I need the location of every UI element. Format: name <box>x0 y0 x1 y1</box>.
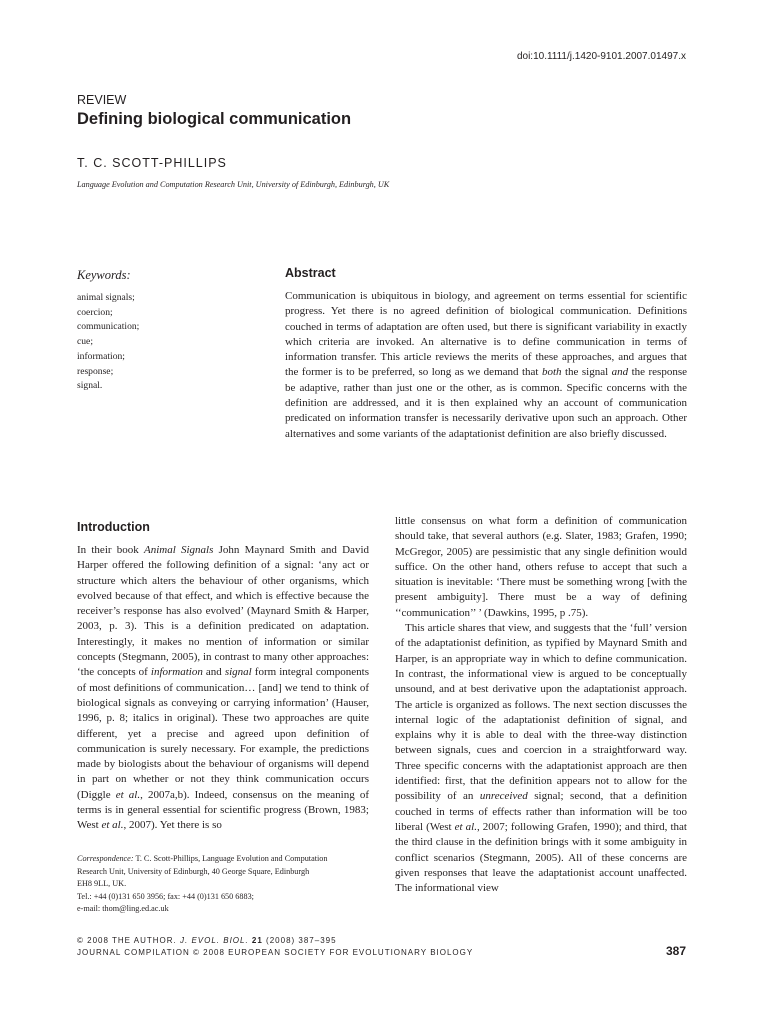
keyword-item: information; <box>77 350 125 362</box>
page-number: 387 <box>665 944 686 958</box>
intro-paragraph: This article shares that view, and suggests that the ‘full’ version of the adaptationist definition, as typified by Maynard Smith and Harper, is an appropriate way in which to define communication. In contrast, the informational view is argued to be conceptually unsound, and at best derivative upon the adaptationist approach. The article is organized as follows. The next section discusses the internal logic of the adaptationist definition of signal, and explains why it is able to deal with the three-way distinction between signals, cues and coercion in a straightforward way. Three specific concerns with the adaptationist approach are then identified: first, that the definition appears not to allow for the possibility of an unreceived signal; second, that a definition couched in terms of effects rather than information will be too liberal (West et al., 2007; following Grafen, 1990); and third, that the third clause in the definition brings with it some ambiguity in conflict scenarios (Stegmann, 2005). All of these concerns are given responses that leave the adaptationist account unaffected. The informational view <box>395 622 687 895</box>
keyword-item: signal. <box>77 380 103 392</box>
author-name: T. C. SCOTT-PHILLIPS <box>77 156 227 170</box>
footer-journal-compilation: JOURNAL COMPILATION © 2008 EUROPEAN SOCIETY FOR EVOLUTIONARY BIOLOGY <box>77 948 474 957</box>
article-title: Defining biological communication <box>77 110 352 128</box>
keyword-item: communication; <box>77 321 140 333</box>
abstract-text: Communication is ubiquitous in biology, and agreement on terms essential for scientific progress. Yet there is no agreed definition of biological communication. Definitions couched in terms of adaptation are often used, but there is significant variability in exactly which criteria are invoked. An alternative is to define communication in terms of information transfer. This article reviews the merits of these approaches, and argues that the former is to be preferred, so long as we demand that both the signal and the response be adaptive, rather than just one or the other, as is common. Specific concerns with the definition are addressed, and it is then explained why an account of communication predicated on information transfer is necessarily derivative upon such an approach. Other alternatives and some variants of the adaptationist definition are also briefly discussed. <box>285 290 687 440</box>
correspondence-email[interactable]: e-mail: thom@ling.ed.ac.uk <box>77 904 169 914</box>
author-affiliation: Language Evolution and Computation Research Unit, University of Edinburgh, Edinburgh, UK <box>77 180 390 189</box>
abstract-heading: Abstract <box>285 266 336 280</box>
correspondence-note: Correspondence: T. C. Scott-Phillips, Language Evolution and Computation Research Unit, University of Edinburgh, 40 George Square, Edinburgh EH8 9LL, UK. Tel.: +44 (0)131 650 3956; fax: +44 (0)131 650 6883; e-mail: thom@ling.ed.ac.uk <box>77 853 369 916</box>
keywords-heading: Keywords: <box>77 268 131 282</box>
keyword-item: response; <box>77 365 114 377</box>
doi[interactable]: doi:10.1111/j.1420-9101.2007.01497.x <box>516 51 686 62</box>
footer-copyright: © 2008 THE AUTHOR. J. EVOL. BIOL. 21 (2008) 387–395 <box>77 936 337 945</box>
section-label: REVIEW <box>77 93 127 107</box>
introduction-heading: Introduction <box>77 520 150 534</box>
introduction-right-column <box>395 514 687 896</box>
keyword-item: cue; <box>77 336 93 348</box>
keyword-item: animal signals; <box>77 292 135 303</box>
keywords-list <box>77 291 139 394</box>
introduction-left-column: In their book Animal Signals John Maynard Smith and David Harper offered the following definition of a signal: ‘any act or structure which alters the behaviour of other organisms, which evolved because of that effect, and which is effective because the receiver’s response has also evolved’ (Maynard Smith & Harper, 2003, p. 3). This is a definition predicated on adaptation. Interestingly, it makes no mention of information or similar concepts (Stegmann, 2005), in contrast to many other approaches: ‘the concepts of information and signal form integral components of most definitions of communication… [and] we tend to think of biological signals as conveying or carrying information’ (Hauser, 1996, p. 8; italics in original). These two approaches are quite different, yet a precise and agreed upon definition of communication is surely necessary. For example, the predictions made by biologists about the behaviour of organisms will depend in part on whether or not they think communication occurs (Diggle et al., 2007a,b). Indeed, consensus on the meaning of terms is in general essential for scientific progress (Brown, 1983; West et al., 2007). Yet there is so <box>77 544 370 832</box>
keyword-item: coercion; <box>77 306 113 318</box>
intro-paragraph: little consensus on what form a definition of communication should take, that several authors (e.g. Slater, 1983; Grafen, 1990; McGregor, 2005) are pessimistic that any single definition would suffice. On the other hand, others refuse to accept that such a situation is inevitable: ‘There must be something wrong [with the present ambiguity]. There must be a way of defining ‘‘communication’’ ’ (Dawkins, 1995, p .75). <box>395 515 687 619</box>
